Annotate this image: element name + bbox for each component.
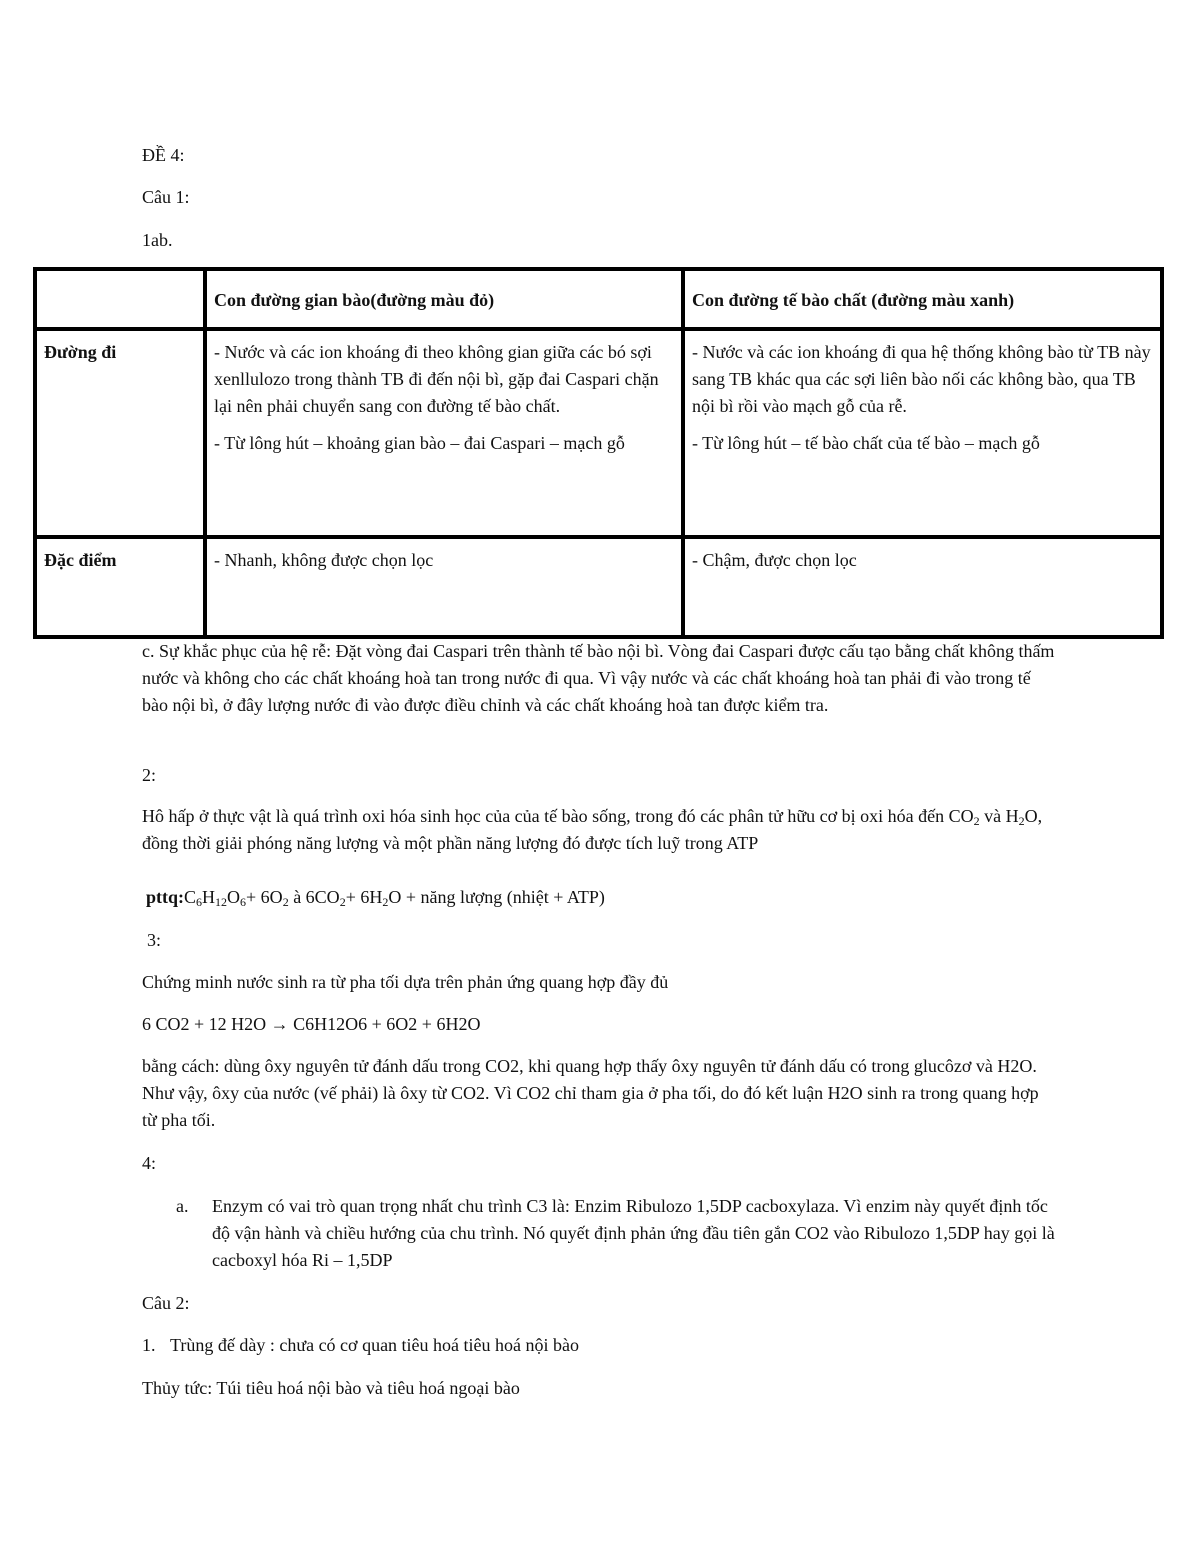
cell-text: - Nước và các ion khoáng đi qua hệ thống không bào từ TB này sang TB khác qua các sợi liên bào nối các không bào, qua TB nội bì rồi vào mạch gỗ của rễ. [692,342,1151,416]
section-3-label: 3: [147,930,162,950]
cell-text: - Từ lông hút – tế bào chất của tế bào – mạch gỗ [692,433,1040,453]
row-label-characteristics: Đặc điểm [35,537,205,637]
question-2-label: Câu 2: [142,1293,190,1313]
question-1-label: Câu 1: [142,187,190,207]
subscript: 2 [1018,814,1025,828]
photosynthesis-equation: 6 CO2 + 12 H2O → C6H12O6 + 6O2 + 6H2O [142,1014,481,1034]
exam-heading: ĐỀ 4: [142,145,185,165]
row-label-route: Đường đi [35,329,205,537]
list-item-text: Trùng đế dày : chưa có cơ quan tiêu hoá tiêu hoá nội bào [170,1335,580,1355]
comparison-table [33,267,1164,639]
respiration-definition [142,803,1057,857]
text-run: + 6O [246,887,283,907]
section-3-explanation: bằng cách: dùng ôxy nguyên tử đánh dấu trong CO2, khi quang hợp thấy ôxy nguyên tử đánh dấu có trong glucôzơ và H2O. Như vậy, ôxy của nước (vế phải) là ôxy từ CO2. Vì CO2 chỉ tham gia ở pha tối, do đó kết luận H2O sinh ra trong quang hợp từ pha tối. [142,1056,1039,1130]
paragraph-c: c. Sự khắc phục của hệ rễ: Đặt vòng đai Caspari trên thành tế bào nội bì. Vòng đai Caspari được cấu tạo bằng chất không thấm nước và không cho các chất khoáng hoà tan trong nước đi qua. Vì vậy nước và các chất khoáng hoà tan phải đi vào trong tế bào nội bì, ở đây lượng nước đi vào được điều chỉnh và các chất khoáng hoà tan được kiểm tra. [142,641,1055,715]
subscript: 2 [382,895,389,909]
text-run: O + năng lượng (nhiệt + ATP) [388,887,605,907]
respiration-equation [146,884,605,911]
section-4-label: 4: [142,1153,157,1173]
table-corner-cell [35,269,205,329]
cell-apoplast-characteristics: - Nhanh, không được chọn lọc [205,537,683,637]
subscript: 6 [196,895,203,909]
text-run: C [184,887,197,907]
cell-symplast-characteristics: - Chậm, được chọn lọc [683,537,1162,637]
text-run: à 6CO [288,887,340,907]
header-symplast-pathway: Con đường tế bào chất (đường màu xanh) [683,269,1162,329]
text-run: H [202,887,216,907]
list-marker: a. [176,1196,189,1216]
table-row-characteristics [35,537,1162,637]
question-2-item-1 [142,1332,579,1359]
text-run: + 6H [345,887,383,907]
subscript: 2 [973,814,980,828]
section-3-intro: Chứng minh nước sinh ra từ pha tối dựa trên phản ứng quang hợp đầy đủ [142,972,669,992]
subscript: 2 [282,895,289,909]
text-run: và H [979,806,1019,826]
text-run: O, đồng thời giải phóng năng lượng và một phần năng lượng đó được tích luỹ trong ATP [142,806,1043,853]
cell-symplast-route [683,329,1162,537]
subscript: 6 [240,895,247,909]
subscript: 2 [339,895,346,909]
header-apoplast-pathway: Con đường gian bào(đường màu đỏ) [205,269,683,329]
section-2-label: 2: [142,765,157,785]
table-row-route [35,329,1162,537]
table-header-row [35,269,1162,329]
text-run: Hô hấp ở thực vật là quá trình oxi hóa sinh học của của tế bào sống, trong đó các phân tử hữu cơ bị oxi hóa đến CO [142,806,974,826]
question-2-line-2: Thủy tức: Túi tiêu hoá nội bào và tiêu hoá ngoại bào [142,1378,520,1398]
subscript: 12 [215,895,228,909]
cell-text: - Từ lông hút – khoảng gian bào – đai Caspari – mạch gỗ [214,433,625,453]
list-item [176,1193,1056,1274]
list-marker: 1. [142,1335,156,1355]
equation-label: pttq: [146,887,185,907]
cell-text: - Nước và các ion khoáng đi theo không gian giữa các bó sợi xenllulozo trong thành TB đi đến nội bì, gặp đai Caspari chặn lại nên phải chuyển sang con đường tế bào chất. [214,342,659,416]
question-1-sub-label: 1ab. [142,230,173,250]
text-run: O [227,887,241,907]
list-item-text: Enzym có vai trò quan trọng nhất chu trình C3 là: Enzim Ribulozo 1,5DP cacboxylaza. Vì enzim này quyết định tốc độ vận hành và chiều hướng của chu trình. Nó quyết định phản ứng đầu tiên gắn CO2 vào Ribulozo 1,5DP hay gọi là cacboxyl hóa Ri – 1,5DP [212,1196,1055,1270]
cell-apoplast-route [205,329,683,537]
